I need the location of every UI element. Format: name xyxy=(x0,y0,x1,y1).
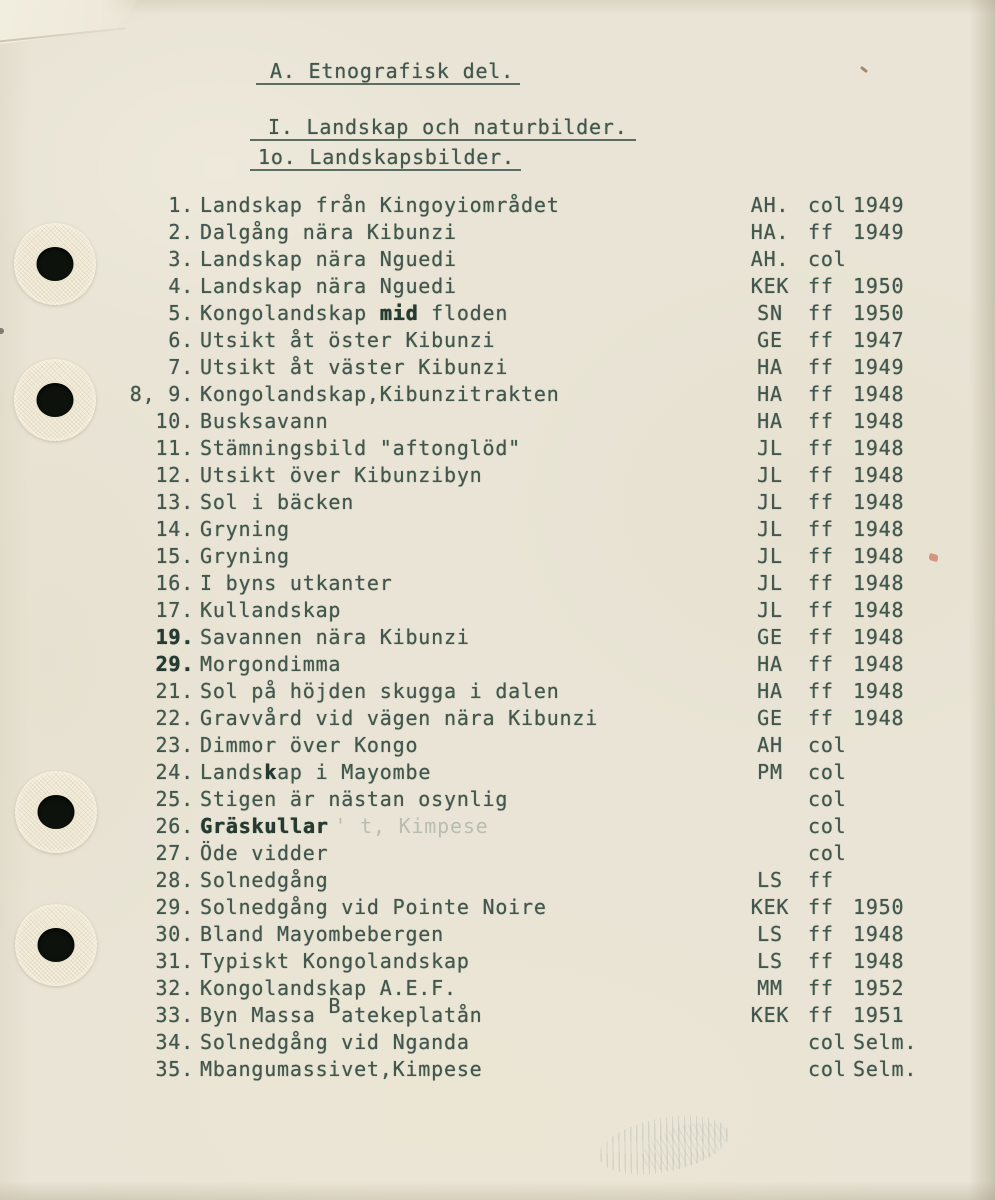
item-description: Landskap nära Nguedi xyxy=(200,247,457,271)
item-number: 35. xyxy=(155,1057,194,1081)
item-description: Landskap i Mayombe xyxy=(200,760,432,784)
list-item xyxy=(0,192,995,219)
item-description: Utsikt över Kibunzibyn xyxy=(200,463,483,487)
item-photographer: AH xyxy=(757,733,783,757)
item-type: col xyxy=(808,1057,847,1081)
item-photographer: KEK xyxy=(750,895,790,919)
item-type: ff xyxy=(808,328,834,352)
item-description: Sol i bäcken xyxy=(200,490,355,514)
item-description: Busksavann xyxy=(200,409,329,433)
item-year: 1948 xyxy=(853,436,905,460)
item-photographer: JL xyxy=(757,436,783,460)
item-description: Dimmor över Kongo xyxy=(200,733,419,757)
list-item xyxy=(0,948,995,975)
item-description: Kongolandskap,Kibunzitrakten xyxy=(200,382,560,406)
item-photographer: AH. xyxy=(750,193,790,217)
item-year: 1947 xyxy=(853,328,905,352)
item-year: 1950 xyxy=(853,895,905,919)
item-photographer: HA xyxy=(757,409,783,433)
item-number: 34. xyxy=(155,1030,194,1054)
item-type: ff xyxy=(808,382,834,406)
item-number: 22. xyxy=(155,706,194,730)
item-description: Gravvård vid vägen nära Kibunzi xyxy=(200,706,599,730)
item-type: col xyxy=(808,193,847,217)
item-type: col xyxy=(808,760,847,784)
item-year: 1948 xyxy=(853,625,905,649)
item-description: Mbangumassivet,Kimpese xyxy=(200,1057,483,1081)
item-description: Solnedgång xyxy=(200,868,329,892)
item-photographer: KEK xyxy=(750,274,790,298)
item-description: Öde vidder xyxy=(200,841,329,865)
item-number: 31. xyxy=(155,949,194,973)
item-year: Selm. xyxy=(853,1030,918,1054)
item-number: 1. xyxy=(168,193,194,217)
item-type: ff xyxy=(808,409,834,433)
item-photographer: GE xyxy=(757,625,783,649)
item-year: 1948 xyxy=(853,571,905,595)
item-photographer: JL xyxy=(757,571,783,595)
item-photographer: HA xyxy=(757,355,783,379)
item-type: ff xyxy=(808,274,834,298)
item-type: ff xyxy=(808,949,834,973)
list-item xyxy=(0,867,995,894)
item-description: Morgondimma xyxy=(200,652,342,676)
paper-speck xyxy=(860,66,868,73)
item-type: col xyxy=(808,787,847,811)
list-item xyxy=(0,813,995,840)
list-item xyxy=(0,975,995,1002)
item-number: 32. xyxy=(155,976,194,1000)
item-description: Kongolandskap A.E.F. xyxy=(200,976,457,1000)
item-photographer: HA. xyxy=(750,220,790,244)
item-number: 6. xyxy=(168,328,194,352)
item-photographer: HA xyxy=(757,382,783,406)
item-year: 1949 xyxy=(853,220,905,244)
item-photographer: KEK xyxy=(750,1003,790,1027)
list-item xyxy=(0,705,995,732)
item-description: Stigen är nästan osynlig xyxy=(200,787,509,811)
list-item xyxy=(0,300,995,327)
item-type: ff xyxy=(808,490,834,514)
item-number: 29. xyxy=(155,895,194,919)
item-year: 1948 xyxy=(853,652,905,676)
item-photographer: JL xyxy=(757,598,783,622)
item-year: 1948 xyxy=(853,598,905,622)
list-item xyxy=(0,543,995,570)
list-item xyxy=(0,246,995,273)
item-type: col xyxy=(808,841,847,865)
item-photographer: PM xyxy=(757,760,783,784)
item-description: Gryning xyxy=(200,517,290,541)
list-item xyxy=(0,516,995,543)
list-item xyxy=(0,786,995,813)
list-item xyxy=(0,327,995,354)
item-number: 8, 9. xyxy=(129,382,194,406)
item-description: Stämningsbild "aftonglöd" xyxy=(200,436,522,460)
list-item xyxy=(0,840,995,867)
item-year: 1948 xyxy=(853,544,905,568)
item-year: 1948 xyxy=(853,382,905,406)
item-number: 27. xyxy=(155,841,194,865)
list-item xyxy=(0,894,995,921)
item-photographer: JL xyxy=(757,463,783,487)
item-number: 25. xyxy=(155,787,194,811)
list-item xyxy=(0,489,995,516)
item-number: 15. xyxy=(155,544,194,568)
item-description: Landskap från Kingoyiområdet xyxy=(200,193,560,217)
list-item xyxy=(0,624,995,651)
item-number: 2. xyxy=(168,220,194,244)
item-type: col xyxy=(808,1030,847,1054)
doc-title: A. Etnografisk del. xyxy=(256,60,520,85)
item-description: Sol på höjden skugga i dalen xyxy=(200,679,560,703)
doc-subsection-title: 1o. Landskapsbilder. xyxy=(250,146,521,171)
item-number: 10. xyxy=(155,409,194,433)
item-type: ff xyxy=(808,355,834,379)
item-year: 1948 xyxy=(853,409,905,433)
item-number: 12. xyxy=(155,463,194,487)
list-item xyxy=(0,678,995,705)
item-description: Gryning xyxy=(200,544,290,568)
item-description: Landskap nära Nguedi xyxy=(200,274,457,298)
item-number: 5. xyxy=(168,301,194,325)
item-year: 1950 xyxy=(853,274,905,298)
item-description: Kullandskap xyxy=(200,598,342,622)
list-item xyxy=(0,381,995,408)
item-number: 4. xyxy=(168,274,194,298)
item-type: ff xyxy=(808,922,834,946)
item-number: 28. xyxy=(155,868,194,892)
item-number: 29. xyxy=(155,652,194,676)
item-description: Dalgång nära Kibunzi xyxy=(200,220,457,244)
item-number: 7. xyxy=(168,355,194,379)
item-type: ff xyxy=(808,1003,834,1027)
item-number: 11. xyxy=(155,436,194,460)
item-type: ff xyxy=(808,706,834,730)
item-number: 17. xyxy=(155,598,194,622)
item-number: 30. xyxy=(155,922,194,946)
item-number: 3. xyxy=(168,247,194,271)
photo-list xyxy=(0,192,995,1083)
list-item xyxy=(0,597,995,624)
item-number: 21. xyxy=(155,679,194,703)
item-description: Kongolandskap mid floden xyxy=(200,301,509,325)
item-type: ff xyxy=(808,598,834,622)
item-type: ff xyxy=(808,517,834,541)
item-number: 23. xyxy=(155,733,194,757)
erased-text: ' t, Kimpese xyxy=(334,814,489,838)
item-year: 1952 xyxy=(853,976,905,1000)
list-item xyxy=(0,354,995,381)
item-year: 1950 xyxy=(853,301,905,325)
item-description: Bland Mayombebergen xyxy=(200,922,444,946)
item-type: col xyxy=(808,814,847,838)
item-type: ff xyxy=(808,625,834,649)
item-number: 16. xyxy=(155,571,194,595)
item-number: 14. xyxy=(155,517,194,541)
item-photographer: LS xyxy=(757,949,783,973)
item-type: col xyxy=(808,733,847,757)
item-photographer: JL xyxy=(757,517,783,541)
item-type: col xyxy=(808,247,847,271)
list-item xyxy=(0,1056,995,1083)
list-item xyxy=(0,651,995,678)
list-item xyxy=(0,994,995,1029)
item-year: 1948 xyxy=(853,922,905,946)
item-photographer: LS xyxy=(757,868,783,892)
item-photographer: GE xyxy=(757,706,783,730)
item-photographer: MM xyxy=(757,976,783,1000)
list-item xyxy=(0,435,995,462)
item-type: ff xyxy=(808,301,834,325)
item-year: 1948 xyxy=(853,679,905,703)
item-description: Savannen nära Kibunzi xyxy=(200,625,470,649)
item-description: Gräskullar ' t, Kimpese xyxy=(200,814,489,838)
item-type: ff xyxy=(808,679,834,703)
item-description: Typiskt Kongolandskap xyxy=(200,949,470,973)
item-photographer: HA xyxy=(757,652,783,676)
item-year: 1948 xyxy=(853,949,905,973)
item-type: ff xyxy=(808,544,834,568)
item-description: I byns utkanter xyxy=(200,571,393,595)
item-year: 1948 xyxy=(853,517,905,541)
item-photographer: GE xyxy=(757,328,783,352)
list-item xyxy=(0,921,995,948)
item-year: 1948 xyxy=(853,706,905,730)
item-number: 13. xyxy=(155,490,194,514)
item-description: Utsikt åt väster Kibunzi xyxy=(200,355,509,379)
list-item xyxy=(0,462,995,489)
item-year: Selm. xyxy=(853,1057,918,1081)
item-photographer: SN xyxy=(757,301,783,325)
item-type: ff xyxy=(808,976,834,1000)
item-number: 33. xyxy=(155,1003,194,1027)
item-type: ff xyxy=(808,220,834,244)
item-type: ff xyxy=(808,463,834,487)
item-type: ff xyxy=(808,571,834,595)
item-type: ff xyxy=(808,895,834,919)
item-photographer: AH. xyxy=(750,247,790,271)
item-year: 1951 xyxy=(853,1003,905,1027)
doc-section-title: I. Landskap och naturbilder. xyxy=(250,116,636,141)
item-description: Solnedgång vid Nganda xyxy=(200,1030,470,1054)
list-item xyxy=(0,1029,995,1056)
item-type: ff xyxy=(808,868,834,892)
list-item xyxy=(0,732,995,759)
item-photographer: JL xyxy=(757,544,783,568)
item-year: 1948 xyxy=(853,463,905,487)
list-item xyxy=(0,273,995,300)
item-year: 1948 xyxy=(853,490,905,514)
item-number: 19. xyxy=(155,625,194,649)
item-year: 1949 xyxy=(853,193,905,217)
item-photographer: JL xyxy=(757,490,783,514)
item-year: 1949 xyxy=(853,355,905,379)
list-item xyxy=(0,759,995,786)
item-description: Byn Massa Batekeplatån xyxy=(200,994,483,1027)
item-type: ff xyxy=(808,436,834,460)
list-item xyxy=(0,408,995,435)
item-description: Utsikt åt öster Kibunzi xyxy=(200,328,496,352)
list-item xyxy=(0,570,995,597)
item-description: Solnedgång vid Pointe Noire xyxy=(200,895,547,919)
item-photographer: LS xyxy=(757,922,783,946)
list-item xyxy=(0,219,995,246)
item-number: 26. xyxy=(155,814,194,838)
item-number: 24. xyxy=(155,760,194,784)
item-photographer: HA xyxy=(757,679,783,703)
item-type: ff xyxy=(808,652,834,676)
